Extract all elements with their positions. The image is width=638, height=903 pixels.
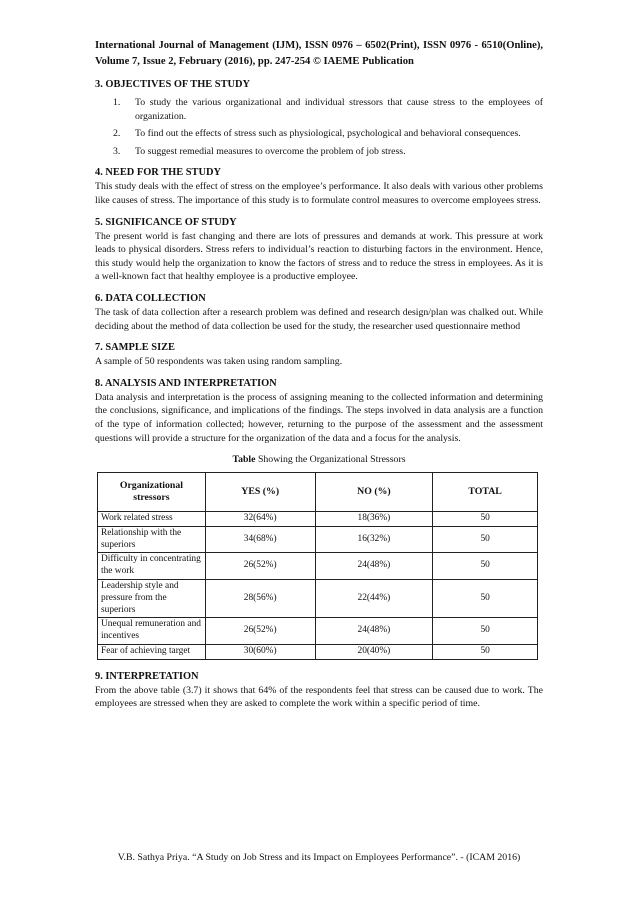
table-cell: 26(52%) bbox=[205, 618, 315, 645]
list-text: To find out the effects of stress such as physiological, psychological and behavioral consequences. bbox=[135, 128, 521, 140]
table-cell: Difficulty in concentrating the work bbox=[98, 553, 206, 580]
table-cell: 20(40%) bbox=[315, 645, 433, 660]
section-paragraph: A sample of 50 respondents was taken using random sampling. bbox=[95, 356, 343, 368]
objectives-list bbox=[95, 96, 543, 158]
section-heading: 3. OBJECTIVES OF THE STUDY bbox=[95, 79, 251, 90]
table-cell: 34(68%) bbox=[205, 526, 315, 553]
table-row bbox=[98, 553, 538, 580]
section-paragraph: The present world is fast changing and there are lots of pressures and demands at work. This pressure at work leads to physical disorders. Stress refers to individual’s reaction to disturbing factors in the environment. Hence, this study would help the organization to know the factors of stress and to reduce the stress in employees. As it is a well-known fact that healthy employee is a productive employee. bbox=[95, 230, 543, 283]
table-row bbox=[98, 512, 538, 527]
journal-header: International Journal of Management (IJM), ISSN 0976 – 6502(Print), ISSN 0976 - 6510(Online), Volume 7, Issue 2, February (2016), pp. 247-254 © IAEME Publication bbox=[95, 40, 543, 67]
table-cell: 22(44%) bbox=[315, 580, 433, 618]
section-paragraph: Data analysis and interpretation is the process of assigning meaning to the collected information and determining the conclusions, significance, and implications of the findings. The steps involved in data analysis are a function of the type of information collected; however, returning to the purpose of the assessment and the assessment questions will provide a structure for the organization of the data and a focus for the analysis. bbox=[95, 391, 543, 444]
section-heading: 5. SIGNIFICANCE OF STUDY bbox=[95, 216, 237, 228]
table-cell: 50 bbox=[433, 512, 538, 527]
column-header: YES (%) bbox=[205, 473, 315, 512]
list-item bbox=[95, 96, 543, 123]
table-cell: Leadership style and pressure from the superiors bbox=[98, 580, 206, 618]
section-paragraph: From the above table (3.7) it shows that 64% of the respondents feel that stress can be caused due to work. The employees are stressed when they are asked to complete the work within a specific period of time. bbox=[95, 684, 543, 710]
table-cell: 26(52%) bbox=[205, 553, 315, 580]
section-paragraph: This study deals with the effect of stress on the employee’s performance. It also deals with various other problems like causes of stress. The importance of this study is to formulate control measures to overcome employees stress. bbox=[95, 181, 543, 206]
table-cell: 50 bbox=[433, 526, 538, 553]
table-cell: 16(32%) bbox=[315, 526, 433, 553]
section-interpretation bbox=[95, 670, 543, 711]
column-header: NO (%) bbox=[315, 473, 433, 512]
table-header-row bbox=[98, 473, 538, 512]
table-caption bbox=[95, 453, 543, 466]
table-cell: 50 bbox=[433, 553, 538, 580]
section-heading: 7. SAMPLE SIZE bbox=[95, 342, 175, 354]
table-cell: 50 bbox=[433, 645, 538, 660]
list-item bbox=[95, 145, 543, 159]
table-cell: 50 bbox=[433, 618, 538, 645]
section-heading: 4. NEED FOR THE STUDY bbox=[95, 167, 221, 179]
table-row bbox=[98, 645, 538, 660]
section-objectives bbox=[95, 78, 543, 158]
section-heading: 9. INTERPRETATION bbox=[95, 670, 199, 682]
list-number: 3. bbox=[113, 145, 121, 157]
list-text: To suggest remedial measures to overcome the problem of job stress. bbox=[135, 145, 406, 157]
section-need bbox=[95, 166, 543, 207]
column-header: TOTAL bbox=[433, 473, 538, 512]
list-number: 1. bbox=[113, 97, 121, 108]
stressors-table bbox=[97, 472, 538, 660]
table-cell: Fear of achieving target bbox=[98, 645, 206, 660]
table-cell: 18(36%) bbox=[315, 512, 433, 527]
table-cell: Work related stress bbox=[98, 512, 206, 527]
list-item bbox=[95, 127, 543, 141]
table-cell: Relationship with the superiors bbox=[98, 526, 206, 553]
table-row bbox=[98, 526, 538, 553]
table-cell: 30(60%) bbox=[205, 645, 315, 660]
section-significance bbox=[95, 216, 543, 284]
section-sample-size bbox=[95, 341, 543, 369]
table-caption-label: Table bbox=[232, 454, 256, 466]
table-cell: 24(48%) bbox=[315, 618, 433, 645]
section-data-collection bbox=[95, 292, 543, 333]
table-caption-text: Showing the Organizational Stressors bbox=[255, 454, 406, 466]
page bbox=[95, 38, 543, 719]
table-cell: 50 bbox=[433, 580, 538, 618]
section-analysis bbox=[95, 377, 543, 445]
list-number: 2. bbox=[113, 128, 121, 140]
table-cell: 28(56%) bbox=[205, 580, 315, 618]
table-row bbox=[98, 618, 538, 645]
table-cell: 24(48%) bbox=[315, 553, 433, 580]
column-header: Organizational stressors bbox=[98, 473, 206, 512]
section-heading: 8. ANALYSIS AND INTERPRETATION bbox=[95, 377, 277, 389]
section-paragraph: The task of data collection after a research problem was defined and research design/plan was chalked out. While deciding about the method of data collection be used for the study, the researcher used questionnaire method bbox=[95, 306, 543, 332]
table-row bbox=[98, 580, 538, 618]
list-text: To study the various organizational and individual stressors that cause stress to the employees of organization. bbox=[135, 97, 543, 122]
table-cell: 32(64%) bbox=[205, 512, 315, 527]
section-heading: 6. DATA COLLECTION bbox=[95, 292, 206, 304]
table-cell: Unequal remuneration and incentives bbox=[98, 618, 206, 645]
page-footer: V.B. Sathya Priya. “A Study on Job Stress and its Impact on Employees Performance”. - (ICAM 2016) bbox=[117, 852, 521, 863]
